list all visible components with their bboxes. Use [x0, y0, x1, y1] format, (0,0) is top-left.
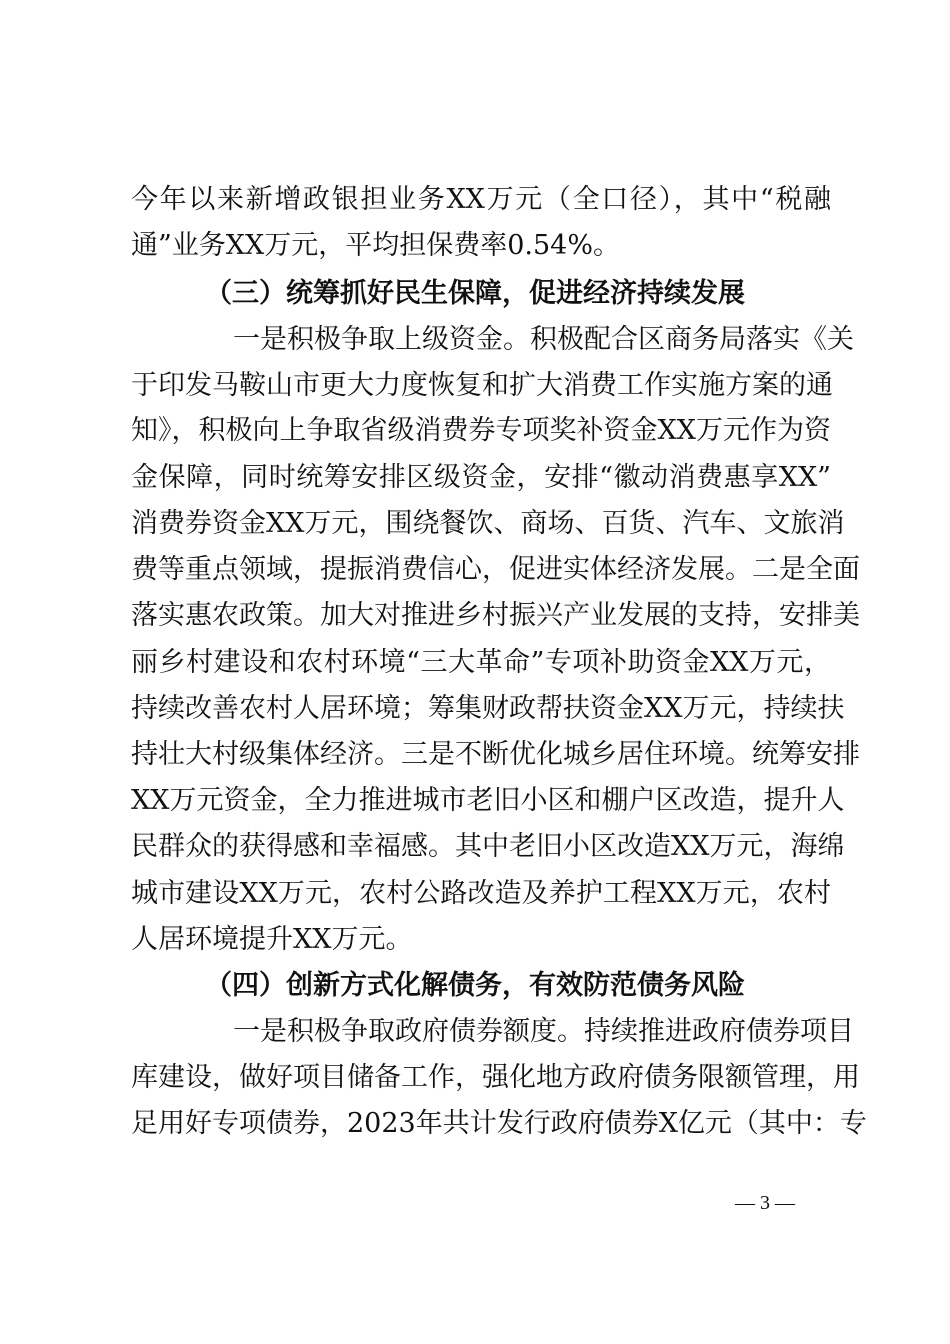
paragraph-2-line-10: 持壮大村级集体经济。三是不断优化城乡居住环境。统筹安排: [131, 739, 860, 770]
paragraph-2-line-2: 于印发马鞍山市更大力度恢复和扩大消费工作实施方案的通: [131, 370, 833, 401]
paragraph-2-line-4: 金保障，同时统筹安排区级资金，安排“徽动消费惠享XX”: [131, 462, 831, 493]
paragraph-3-line-2: 库建设，做好项目储备工作，强化地方政府债务限额管理，用: [131, 1062, 860, 1093]
paragraph-2-line-1: 一是积极争取上级资金。积极配合区商务局落实《关: [233, 324, 854, 355]
paragraph-1-line-1: 今年以来新增政银担业务XX万元（全口径），其中“税融: [131, 184, 831, 215]
paragraph-3-line-1: 一是积极争取政府债券额度。持续推进政府债券项目: [233, 1016, 854, 1047]
paragraph-2-line-7: 落实惠农政策。加大对推进乡村振兴产业发展的支持，安排美: [131, 600, 860, 631]
section-heading-3: （三）统筹抓好民生保障，促进经济持续发展: [205, 278, 745, 309]
paragraph-2-line-9: 持续改善农村人居环境；筹集财政帮扶资金XX万元，持续扶: [131, 693, 845, 724]
paragraph-2-line-6: 费等重点领域，提振消费信心，促进实体经济发展。二是全面: [131, 554, 860, 585]
paragraph-2-line-12: 民群众的获得感和幸福感。其中老旧小区改造XX万元，海绵: [131, 831, 845, 862]
paragraph-2-line-3: 知》，积极向上争取省级消费券专项奖补资金XX万元作为资: [131, 415, 831, 446]
section-heading-4: （四）创新方式化解债务，有效防范债务风险: [205, 970, 745, 1001]
paragraph-2-line-5: 消费券资金XX万元，围绕餐饮、商场、百货、汽车、文旅消: [131, 508, 845, 539]
page-number: — 3 —: [735, 1192, 795, 1214]
paragraph-2-line-14: 人居环境提升XX万元。: [131, 924, 413, 955]
paragraph-2-line-8: 丽乡村建设和农村环境“三大革命”专项补助资金XX万元，: [131, 647, 831, 678]
paragraph-2-line-13: 城市建设XX万元，农村公路改造及养护工程XX万元，农村: [131, 878, 831, 909]
paragraph-3-line-3: 足用好专项债券，2023年共计发行政府债券X亿元（其中：专: [131, 1108, 867, 1139]
paragraph-1-line-2: 通”业务XX万元，平均担保费率0.54%。: [131, 230, 621, 261]
paragraph-2-line-11: XX万元资金，全力推进城市老旧小区和棚户区改造，提升人: [131, 785, 845, 816]
